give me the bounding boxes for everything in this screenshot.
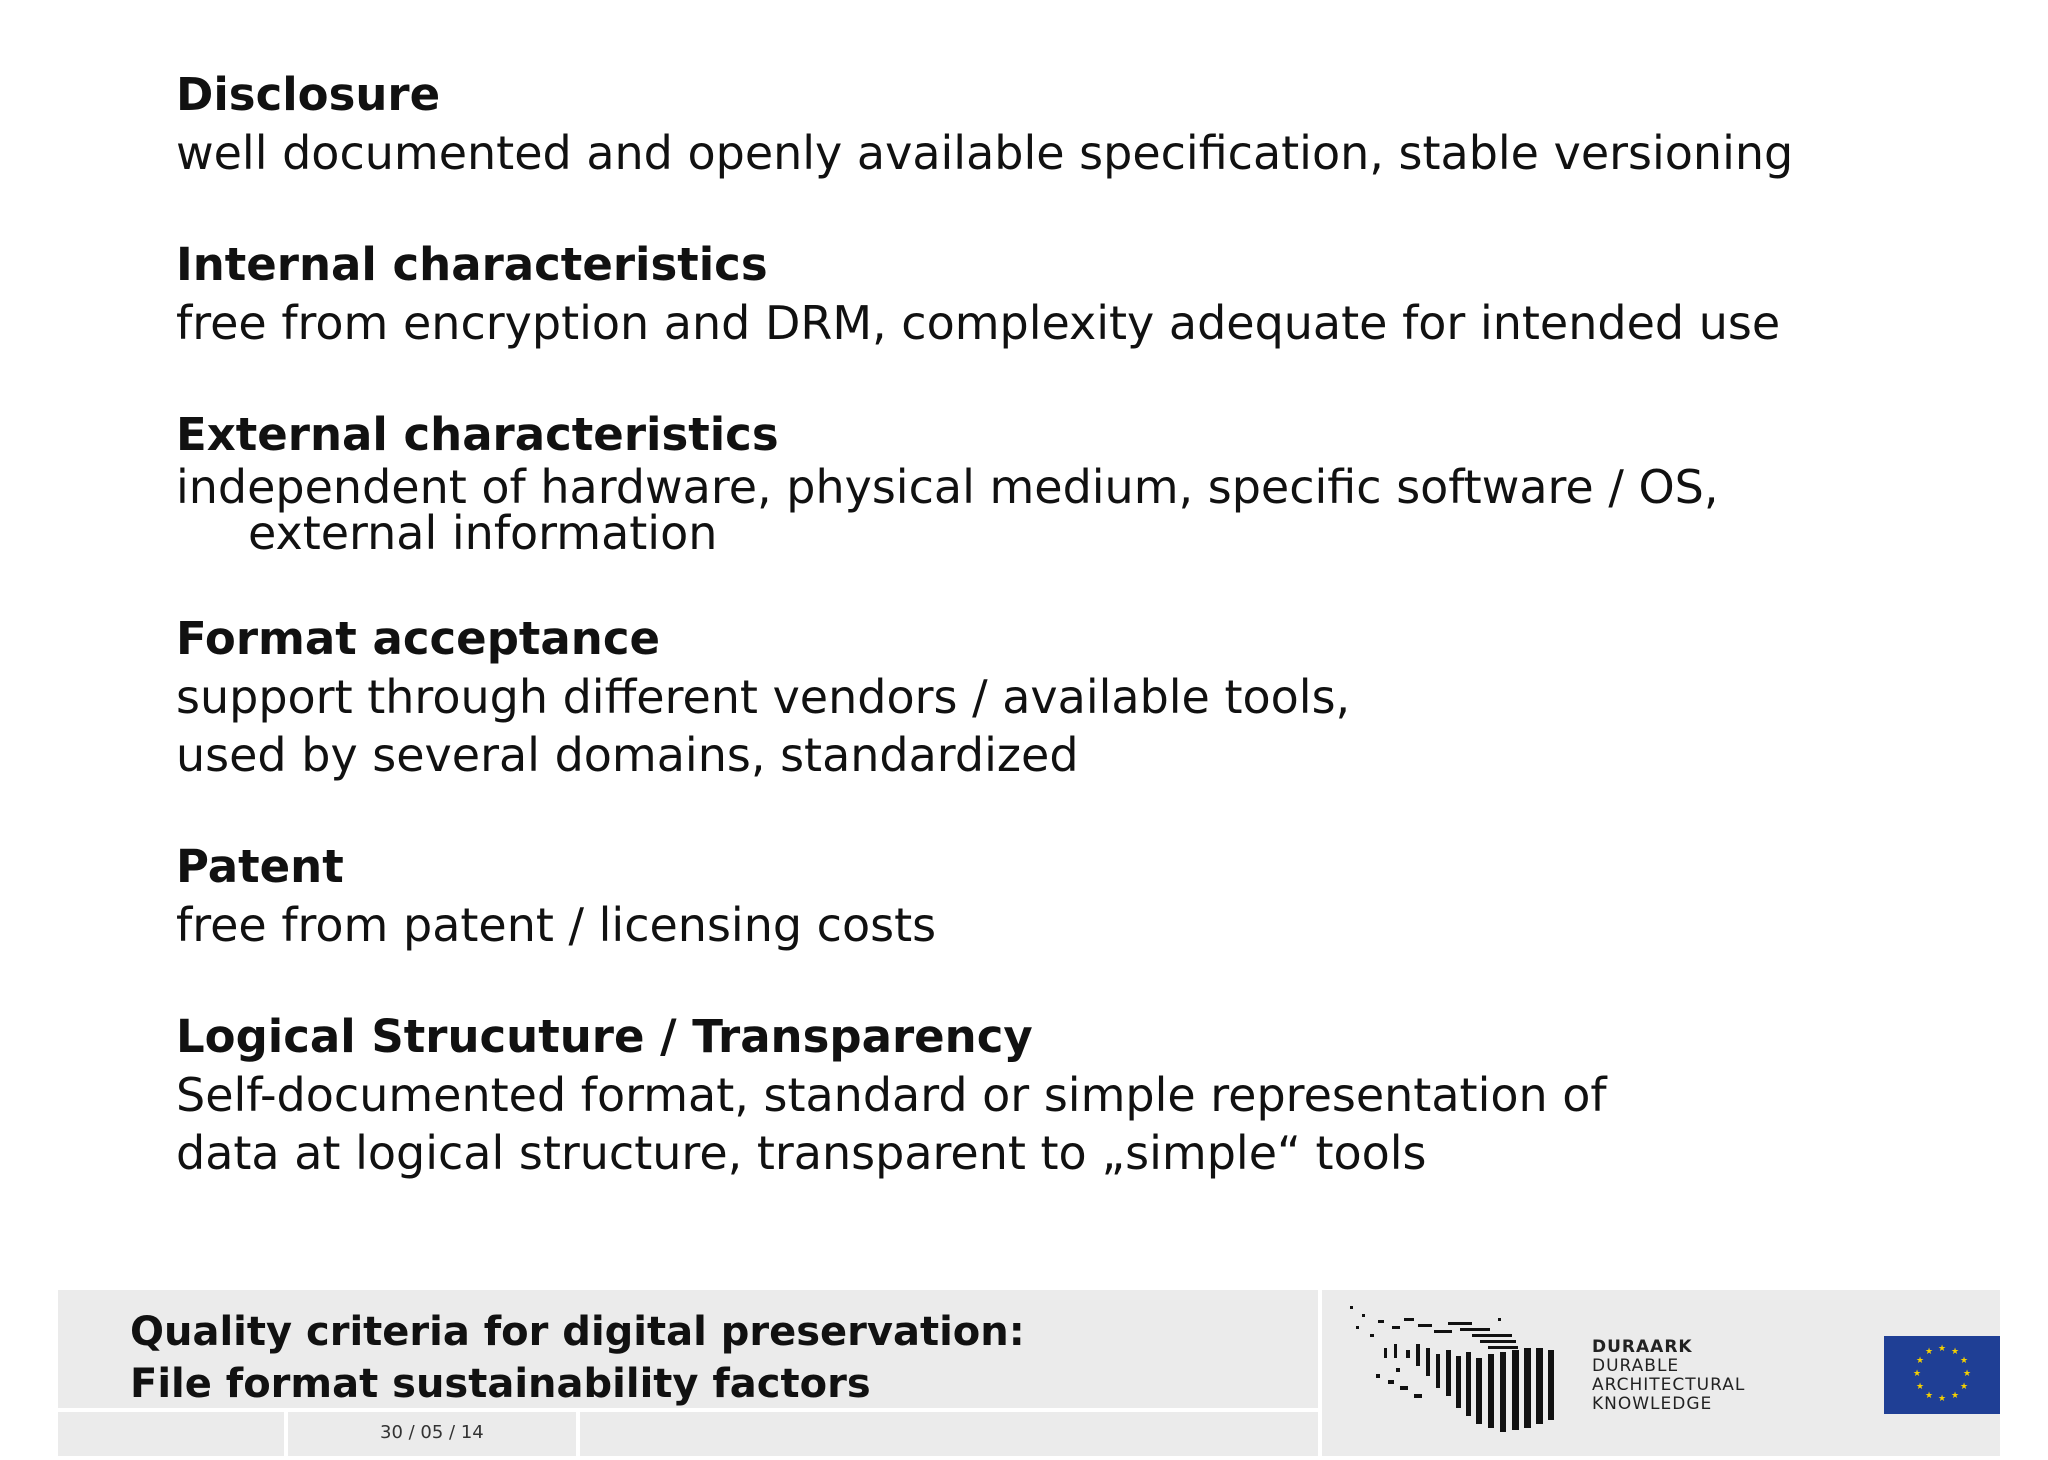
description-line: independent of hardware, physical medium, specific software / OS, external information: [176, 460, 1719, 560]
footer-info-row: [58, 1408, 1318, 1460]
description-line: support through different vendors / available tools,: [176, 670, 1351, 724]
criterion-description: [176, 124, 1976, 182]
criterion-title: Disclosure: [176, 68, 441, 121]
criterion-description: [176, 294, 1976, 352]
description-line: free from encryption and DRM, complexity adequate for intended use: [176, 296, 1781, 350]
footer-bar: [58, 1290, 2000, 1456]
criterion-title: Format acceptance: [176, 612, 661, 665]
footer-title-line: File format sustainability factors: [130, 1361, 871, 1407]
description-line: Self-documented format, standard or simple representation of: [176, 1068, 1607, 1122]
duraark-logo-text: [1592, 1338, 1745, 1414]
logo-line: KNOWLEDGE: [1592, 1394, 1713, 1414]
criterion-title: Internal characteristics: [176, 238, 768, 291]
svg-text:★: ★: [1915, 1356, 1925, 1366]
svg-text:★: ★: [1950, 1347, 1960, 1357]
svg-text:★: ★: [1924, 1391, 1934, 1401]
logo-line: DURABLE: [1592, 1356, 1680, 1376]
logo-brand: DURAARK: [1592, 1337, 1693, 1357]
criterion-patent: [176, 838, 1976, 954]
criteria-list: [176, 66, 1976, 1236]
criterion-external-characteristics: [176, 406, 1976, 560]
footer-title-line: Quality criteria for digital preservation:: [130, 1309, 1025, 1355]
svg-text:★: ★: [1912, 1369, 1922, 1379]
svg-text:★: ★: [1915, 1382, 1925, 1392]
svg-text:★: ★: [1959, 1356, 1969, 1366]
footer-divider: [1318, 1290, 1322, 1456]
description-line: used by several domains, standardized: [176, 728, 1079, 782]
svg-text:★: ★: [1937, 1394, 1947, 1404]
slide-date: 30 / 05 / 14: [380, 1422, 484, 1443]
criterion-logical-structure: [176, 1008, 1976, 1182]
criterion-title: Logical Strucuture / Transparency: [176, 1010, 1033, 1063]
svg-text:★: ★: [1924, 1347, 1934, 1357]
description-line: free from patent / licensing costs: [176, 898, 937, 952]
criterion-internal-characteristics: [176, 236, 1976, 352]
logo-line: ARCHITECTURAL: [1592, 1375, 1746, 1395]
description-line: data at logical structure, transparent to „simple“ tools: [176, 1126, 1427, 1180]
description-line: well documented and openly available specification, stable versioning: [176, 126, 1794, 180]
duraark-logo-icon: [1348, 1304, 1588, 1444]
criterion-disclosure: [176, 66, 1976, 182]
criterion-title: Patent: [176, 840, 344, 893]
footer-title: [130, 1306, 1025, 1410]
criterion-description: [176, 1066, 1976, 1182]
footer-cell: [58, 1412, 288, 1460]
svg-text:★: ★: [1950, 1391, 1960, 1401]
criterion-description: [176, 896, 1976, 954]
criterion-description: [176, 668, 1976, 784]
criterion-description: [176, 460, 1876, 560]
svg-text:★: ★: [1959, 1382, 1969, 1392]
svg-text:★: ★: [1962, 1369, 1972, 1379]
eu-flag-icon: [1884, 1336, 2000, 1414]
svg-text:★: ★: [1937, 1344, 1947, 1354]
criterion-format-acceptance: [176, 610, 1976, 784]
criterion-title: External characteristics: [176, 408, 779, 461]
